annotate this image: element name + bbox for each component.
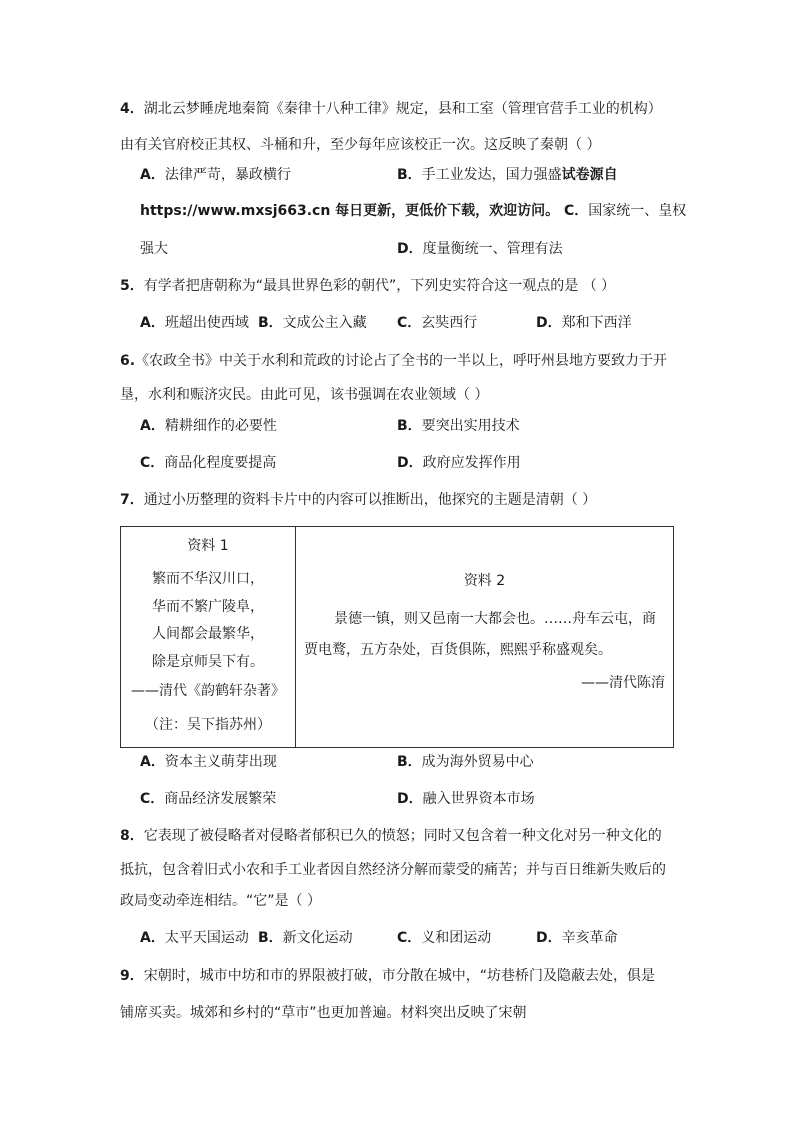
q6-option-b[interactable]: B．要突出实用技术 (397, 418, 520, 434)
option-letter: C． (140, 791, 165, 807)
q4-options-row1 (140, 165, 680, 185)
q7-stem: 7．通过小历整理的资料卡片中的内容可以推断出，他探究的主题是清朝（ ） (120, 492, 597, 508)
option-letter: A． (140, 754, 165, 770)
q4-stem-line1: 4．湖北云梦睡虎地秦简《秦律十八种工律》规定，县和工室（管理官营手工业的机构） (120, 101, 662, 117)
card2-text-line2: 贾电鹜，五方杂处，百货俱陈，熙熙乎称盛观矣。 (304, 642, 612, 658)
card1-source: ——清代《韵鹤轩杂著》 (131, 683, 285, 699)
option-letter: B． (258, 930, 283, 946)
question-number: 4． (120, 101, 144, 117)
q8-stem-line3: 政局变动牵连相结。“它”是（ ） (120, 893, 321, 909)
q4-options-row3 (140, 239, 680, 259)
card1-title: 资料 1 (187, 538, 229, 554)
q6-stem-line2: 垦，水利和赈济灾民。由此可见，该书强调在农业领域（ ） (120, 387, 489, 403)
card2-title: 资料 2 (463, 573, 506, 589)
q8-option-a[interactable]: A．太平天国运动 (140, 930, 249, 946)
card1-note: （注：吴下指苏州） (145, 717, 271, 733)
watermark-text-1: 试卷源自 (561, 167, 618, 183)
q6-option-c[interactable]: C．商品化程度要提高 (140, 455, 277, 471)
q4-options-row2 (140, 201, 687, 221)
material-card-1 (121, 527, 296, 748)
card1-poem-line2: 华而不繁广陵阜， (152, 599, 264, 615)
option-letter: B． (397, 167, 422, 183)
q6-option-d[interactable]: D．政府应发挥作用 (397, 455, 521, 471)
watermark-link[interactable]: https://www.mxsj663.cn 每日更新，更低价下载，欢迎访问。 (140, 203, 560, 219)
q4-option-a[interactable]: A．法律严苛，暴政横行 (140, 167, 291, 183)
question-number: 8． (120, 828, 144, 844)
q9-stem-line1: 9．宋朝时，城市中坊和市的界限被打破，市分散在城中，“坊巷桥门及隐蔽去处，俱是 (120, 968, 656, 984)
question-number: 6. (120, 353, 136, 369)
q7-options-row1 (140, 752, 680, 772)
option-letter: D． (536, 315, 562, 331)
question-number: 5． (120, 278, 144, 294)
material-card-2 (296, 527, 674, 748)
option-letter: D． (397, 791, 423, 807)
q4-option-b[interactable] (397, 165, 618, 185)
q5-option-b[interactable]: B．文成公主入藏 (258, 315, 367, 331)
card1-poem-line1: 繁而不华汉川口， (152, 571, 264, 587)
q6-options-row2 (140, 453, 680, 473)
option-letter: D． (397, 455, 423, 471)
card2-source: ——清代陈淯 (581, 675, 665, 691)
question-number: 7． (120, 492, 144, 508)
q7-option-c[interactable]: C．商品经济发展繁荣 (140, 791, 277, 807)
q8-stem-line1: 8．它表现了被侵略者对侵略者郁积已久的愤怒；同时又包含着一种文化对另一种文化的 (120, 828, 662, 844)
q6-stem-line1: 6.《农政全书》中关于水利和荒政的讨论占了全书的一半以上，呼吁州县地方要致力于开 (120, 353, 668, 369)
q5-option-c[interactable]: C．玄奘西行 (397, 315, 478, 331)
q9-stem-line2: 铺席买卖。城郊和乡村的“草市”也更加普遍。材料突出反映了宋朝 (120, 1005, 527, 1021)
q6-option-a[interactable]: A．精耕细作的必要性 (140, 418, 277, 434)
q8-option-b[interactable]: B．新文化运动 (258, 930, 353, 946)
card2-text-line1: 景德一镇，则又邑南一大都会也。……舟车云屯，商 (334, 611, 656, 627)
option-letter: D． (536, 930, 562, 946)
q8-option-d[interactable]: D．辛亥革命 (536, 930, 618, 946)
option-letter: C． (140, 455, 165, 471)
option-letter: C． (397, 315, 422, 331)
q5-options (140, 313, 680, 333)
q7-options-row2 (140, 789, 680, 809)
q5-option-d[interactable]: D．郑和下西洋 (536, 315, 632, 331)
option-letter: B． (397, 418, 422, 434)
option-letter: B． (258, 315, 283, 331)
option-letter: A． (140, 418, 165, 434)
q4-option-c[interactable]: C．国家统一、皇权 (564, 203, 687, 219)
q6-options-row1 (140, 416, 680, 436)
q5-stem: 5．有学者把唐朝称为“最具世界色彩的朝代”，下列史实符合这一观点的是 （ ） (120, 278, 616, 294)
question-number: 9． (120, 968, 144, 984)
q8-stem-line2: 抵抗，包含着旧式小农和手工业者因自然经济分解而蒙受的痛苦；并与百日维新失败后的 (120, 862, 666, 878)
q7-option-a[interactable]: A．资本主义萌芽出现 (140, 754, 277, 770)
card1-poem-line4: 除是京师吴下有。 (152, 654, 264, 670)
option-letter: B． (397, 754, 422, 770)
option-letter: A． (140, 315, 165, 331)
q4-option-b-text: B．手工业发达，国力强盛 (397, 167, 562, 183)
card1-poem-line3: 人间都会最繁华， (152, 626, 264, 642)
q4-stem-line2: 由有关官府校正其权、斗桶和升，至少每年应该校正一次。这反映了秦朝（ ） (120, 137, 601, 153)
q8-option-c[interactable]: C．义和团运动 (397, 930, 492, 946)
option-letter: A． (140, 930, 165, 946)
option-letter: C． (397, 930, 422, 946)
q4-option-d[interactable]: D．度量衡统一、管理有法 (397, 241, 563, 257)
q7-material-cards (120, 526, 674, 748)
q4-option-c-cont: 强大 (140, 241, 168, 257)
q8-options (140, 928, 680, 948)
q5-option-a[interactable]: A．班超出使西域 (140, 315, 249, 331)
q7-option-b[interactable]: B．成为海外贸易中心 (397, 754, 534, 770)
option-letter: A． (140, 167, 165, 183)
option-letter: D． (397, 241, 423, 257)
q7-option-d[interactable]: D．融入世界资本市场 (397, 791, 535, 807)
option-letter: C． (564, 203, 589, 219)
